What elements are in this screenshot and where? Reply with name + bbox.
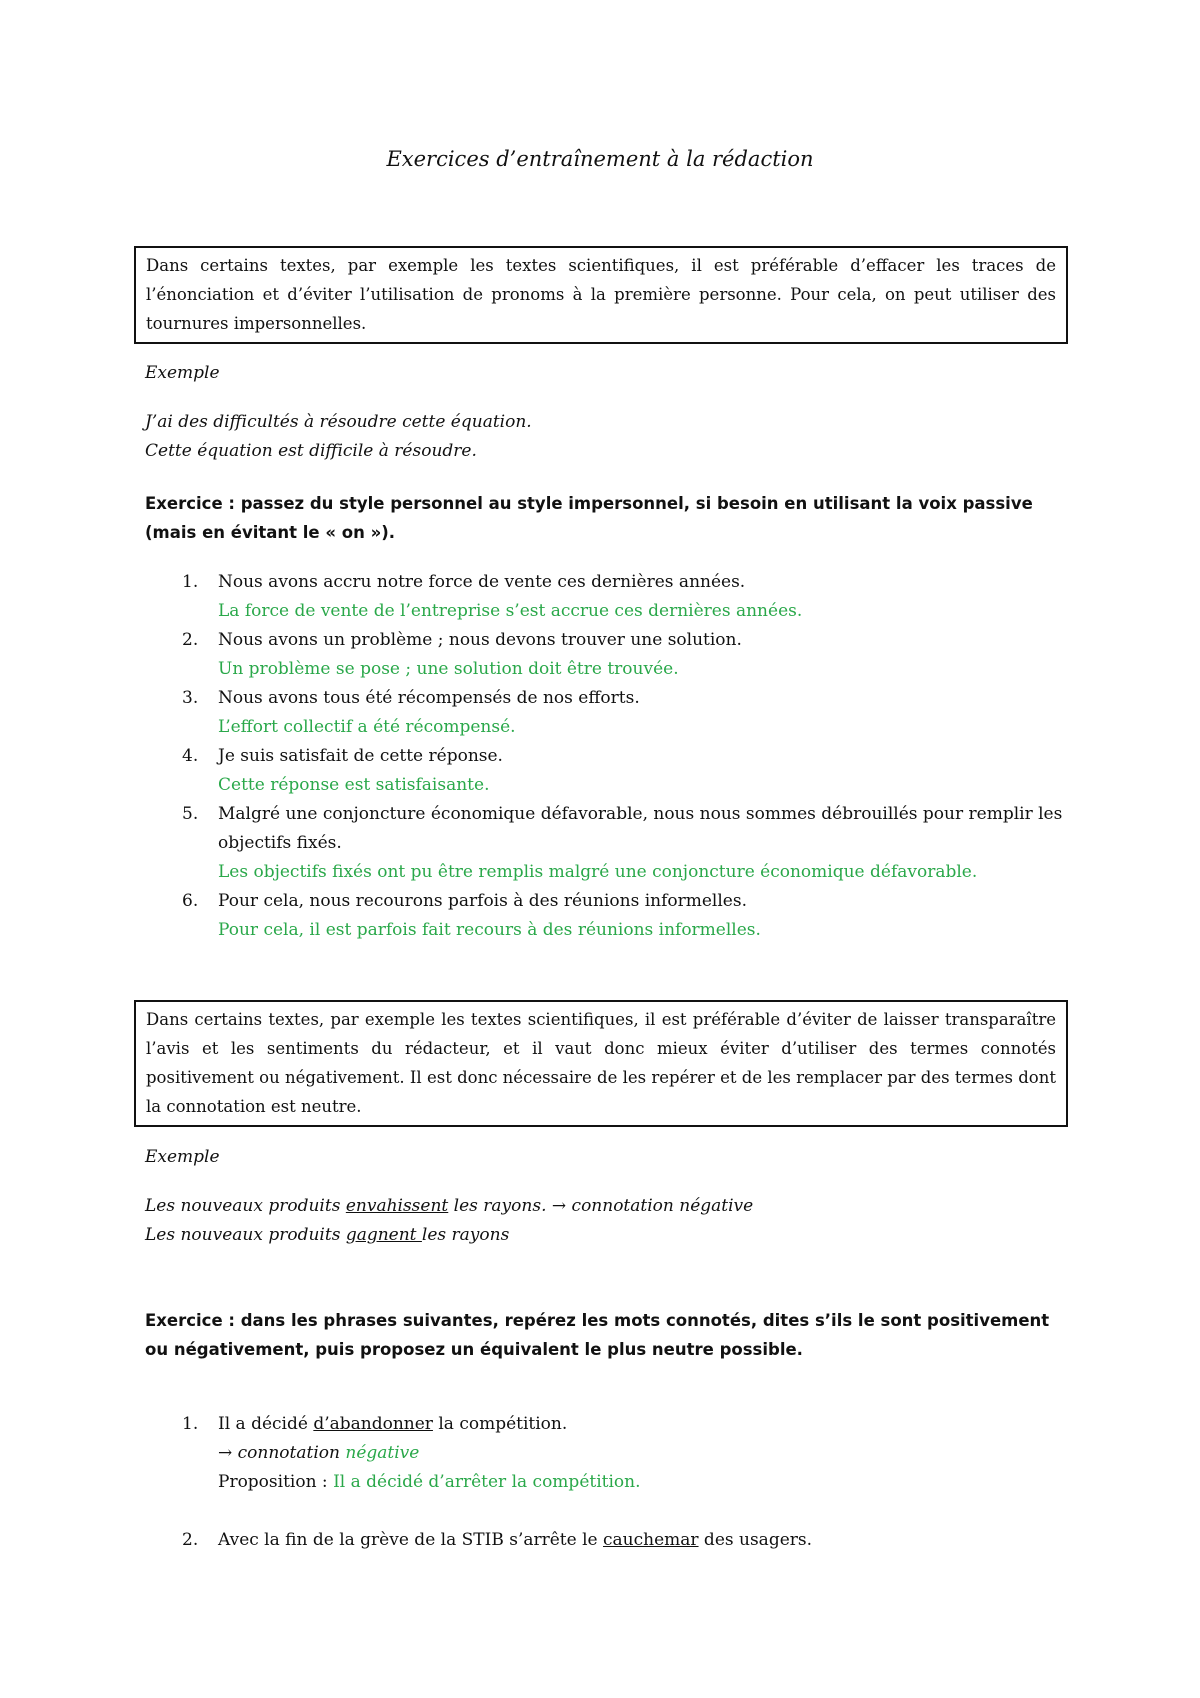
connotation-value: négative (345, 1443, 420, 1463)
list-item (145, 626, 1075, 684)
item-number: 1. (182, 1414, 199, 1434)
item-sentence (218, 1526, 1075, 1555)
list-item (145, 1526, 1075, 1555)
proposition-label: Proposition : (218, 1472, 334, 1492)
exercise-instruction-2: Exercice : dans les phrases suivantes, repérez les mots connotés, dites s’ils le sont positivement ou négativement, puis proposez un équivalent le plus neutre possible. (145, 1311, 1050, 1359)
item-answer: Pour cela, il est parfois fait recours à des réunions informelles. (218, 920, 761, 940)
list-item (145, 742, 1075, 800)
proposition-answer: Il a décidé d’arrêter la compétition. (333, 1472, 641, 1492)
item-answer: Un problème se pose ; une solution doit être trouvée. (218, 659, 679, 679)
example-label-2: Exemple (145, 1147, 220, 1167)
item-answer: La force de vente de l’entreprise s’est accrue ces dernières années. (218, 601, 803, 621)
item-sentence (218, 1410, 1075, 1439)
arrow-right-icon: → (551, 1196, 567, 1216)
text-fragment: les rayons (421, 1225, 510, 1245)
underlined-word: cauchemar (603, 1530, 699, 1550)
connotation-note: connotation négative (566, 1196, 754, 1216)
page-title: Exercices d’entraînement à la rédaction (386, 147, 814, 171)
text-fragment: Les nouveaux produits (145, 1225, 346, 1245)
item-sentence: Pour cela, nous recourons parfois à des réunions informelles. (218, 891, 747, 911)
text-fragment: Les nouveaux produits (145, 1196, 346, 1216)
example-sentence-personal: J’ai des difficultés à résoudre cette équation. (145, 412, 532, 432)
item-number: 2. (182, 630, 199, 650)
item-answer: Les objectifs fixés ont pu être remplis malgré une conjoncture économique défavorable. (218, 862, 978, 882)
item-number: 6. (182, 891, 199, 911)
example-sentence-impersonal: Cette équation est difficile à résoudre. (145, 441, 477, 461)
example-label: Exemple (145, 363, 220, 383)
exercise-list-2 (145, 1410, 1075, 1555)
exercise-instruction-1: Exercice : passez du style personnel au style impersonnel, si besoin en utilisant la voix passive (mais en évitant le « on »). (145, 494, 1033, 542)
list-item (145, 1410, 1075, 1497)
list-item (145, 568, 1075, 626)
exercise-list-1 (145, 568, 1075, 945)
item-sentence: Nous avons tous été récompensés de nos efforts. (218, 688, 640, 708)
item-answer: Cette réponse est satisfaisante. (218, 775, 490, 795)
list-item (145, 684, 1075, 742)
connotation-line (218, 1439, 1075, 1468)
underlined-word: gagnent (345, 1225, 422, 1245)
underlined-word: envahissent (345, 1196, 449, 1216)
item-number: 2. (182, 1530, 199, 1550)
instruction-box-impersonal: Dans certains textes, par exemple les textes scientifiques, il est préférable d’effacer les traces de l’énonciation et d’éviter l’utilisation de pronoms à la première personne. Pour cela, on peut utiliser des tournures impersonnelles. (134, 246, 1068, 344)
item-answer: L’effort collectif a été récompensé. (218, 717, 516, 737)
text-fragment: les rayons. (448, 1196, 552, 1216)
item-number: 5. (182, 804, 199, 824)
item-number: 3. (182, 688, 199, 708)
underlined-word: d’abandonner (313, 1414, 433, 1434)
text-fragment: la compétition. (432, 1414, 568, 1434)
list-item (145, 887, 1075, 945)
text-fragment: connotation (232, 1443, 346, 1463)
proposition-line (218, 1468, 1075, 1497)
example-sentence-connoted (145, 1192, 753, 1221)
item-sentence: Nous avons accru notre force de vente ces dernières années. (218, 572, 746, 592)
item-sentence: Nous avons un problème ; nous devons trouver une solution. (218, 630, 742, 650)
item-number: 1. (182, 572, 199, 592)
item-sentence: Malgré une conjoncture économique défavorable, nous nous sommes débrouillés pour remplir les objectifs fixés. (218, 804, 1063, 853)
instruction-box-connotation: Dans certains textes, par exemple les textes scientifiques, il est préférable d’éviter de laisser transparaître l’avis et les sentiments du rédacteur, et il vaut donc mieux éviter d’utiliser des termes connotés positivement ou négativement. Il est donc nécessaire de les repérer et de les remplacer par des termes dont la connotation est neutre. (134, 1000, 1068, 1127)
text-fragment: Avec la fin de la grève de la STIB s’arrête le (218, 1530, 603, 1550)
list-item (145, 800, 1075, 887)
text-fragment: Il a décidé (218, 1414, 314, 1434)
item-sentence: Je suis satisfait de cette réponse. (218, 746, 503, 766)
example-sentence-neutral (145, 1221, 509, 1250)
arrow-right-icon: → (218, 1443, 233, 1463)
item-number: 4. (182, 746, 199, 766)
text-fragment: des usagers. (698, 1530, 813, 1550)
